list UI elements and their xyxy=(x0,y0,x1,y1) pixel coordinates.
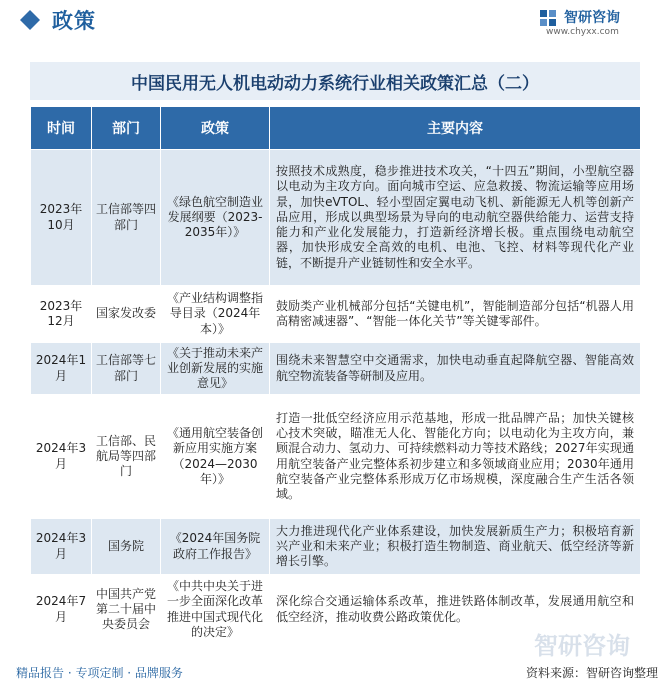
footer-tagline: 精品报告 · 专项定制 · 品牌服务 xyxy=(16,666,183,680)
logo-icon xyxy=(540,10,558,28)
watermark-logo: 智研咨询 xyxy=(534,632,630,660)
cell-content: 深化综合交通运输体系改革，推进铁路体制改革，发展通用航空和低空经济，推动收费公路政策优化。 xyxy=(270,575,641,645)
cell-content: 围绕未来智慧空中交通需求，加快电动垂直起降航空器、智能高效航空物流装备等研制及应用。 xyxy=(270,343,641,395)
cell-time: 2024年1月 xyxy=(31,343,92,395)
cell-department: 工信部等七部门 xyxy=(92,343,161,395)
table-row xyxy=(31,286,641,343)
cell-content: 鼓励类产业机械部分包括“关键电机”，智能制造部分包括“机器人用高精密减速器”、“智能一体化关节”等关键零部件。 xyxy=(270,286,641,343)
cell-policy: 《产业结构调整指导目录（2024年本）》 xyxy=(161,286,270,343)
cell-content: 按照技术成熟度，稳步推进技术攻关，“十四五”期间，小型航空器以电动为主攻方向。面向城市空运、应急救援、物流运输等应用场景，加快eVTOL、轻小型固定翼电动飞机、新能源无人机等创新产品应用，形成以典型场景为导向的电动航空器供给能力、运营支持能力和产业化发展能力，打造新经济增长极。重点围绕电动航空器，加快形成安全高效的电机、电池、飞控、材料等现代化产业链，不断提升产业链韧性和安全水平。 xyxy=(270,150,641,286)
cell-department: 国务院 xyxy=(92,519,161,575)
section-title: 政策 xyxy=(52,9,96,33)
table-header-row xyxy=(31,107,641,150)
cell-time: 2024年3月 xyxy=(31,519,92,575)
column-header-time: 时间 xyxy=(31,107,92,150)
cell-department: 国家发改委 xyxy=(92,286,161,343)
cell-content: 打造一批低空经济应用示范基地，形成一批品牌产品；加快关键核心技术突破，瞄准无人化、智能化方向；以电动化为主攻方向，兼顾混合动力、氢动力、可持续燃料动力等技术路线；2027年实现通用航空装备产业完整体系初步建立和多领域商业应用；2030年通用航空装备产业完整体系形成万亿市场规模，深度融合生产生活各领域。 xyxy=(270,395,641,519)
cell-time: 2023年10月 xyxy=(31,150,92,286)
column-header-department: 部门 xyxy=(92,107,161,150)
diamond-icon xyxy=(20,10,40,30)
column-header-policy: 政策 xyxy=(161,107,270,150)
cell-time: 2024年3月 xyxy=(31,395,92,519)
cell-time: 2024年7月 xyxy=(31,575,92,645)
cell-policy: 《2024年国务院政府工作报告》 xyxy=(161,519,270,575)
column-header-content: 主要内容 xyxy=(270,107,641,150)
cell-policy: 《中共中央关于进一步全面深化改革 推进中国式现代化的决定》 xyxy=(161,575,270,645)
table-row xyxy=(31,395,641,519)
cell-department: 中国共产党第二十届中央委员会 xyxy=(92,575,161,645)
cell-content: 大力推进现代化产业体系建设，加快发展新质生产力；积极培育新兴产业和未来产业；积极打造生物制造、商业航天、低空经济等新增长引擎。 xyxy=(270,519,641,575)
policy-table xyxy=(30,106,641,645)
page-header xyxy=(0,0,670,40)
table-title: 中国民用无人机电动动力系统行业相关政策汇总（二） xyxy=(30,62,640,100)
cell-time: 2023年12月 xyxy=(31,286,92,343)
logo-name: 智研咨询 xyxy=(564,10,620,26)
cell-policy: 《绿色航空制造业发展纲要（2023-2035年）》 xyxy=(161,150,270,286)
cell-department: 工信部等四部门 xyxy=(92,150,161,286)
page-footer xyxy=(0,660,670,686)
cell-department: 工信部、民航局等四部门 xyxy=(92,395,161,519)
table-row xyxy=(31,343,641,395)
cell-policy: 《通用航空装备创新应用实施方案（2024—2030年）》 xyxy=(161,395,270,519)
brand-logo xyxy=(540,7,650,41)
table-row xyxy=(31,519,641,575)
table-row xyxy=(31,150,641,286)
footer-source: 资料来源：智研咨询整理 xyxy=(525,666,658,680)
logo-url: www.chyxx.com xyxy=(546,27,619,37)
cell-policy: 《关于推动未来产业创新发展的实施意见》 xyxy=(161,343,270,395)
